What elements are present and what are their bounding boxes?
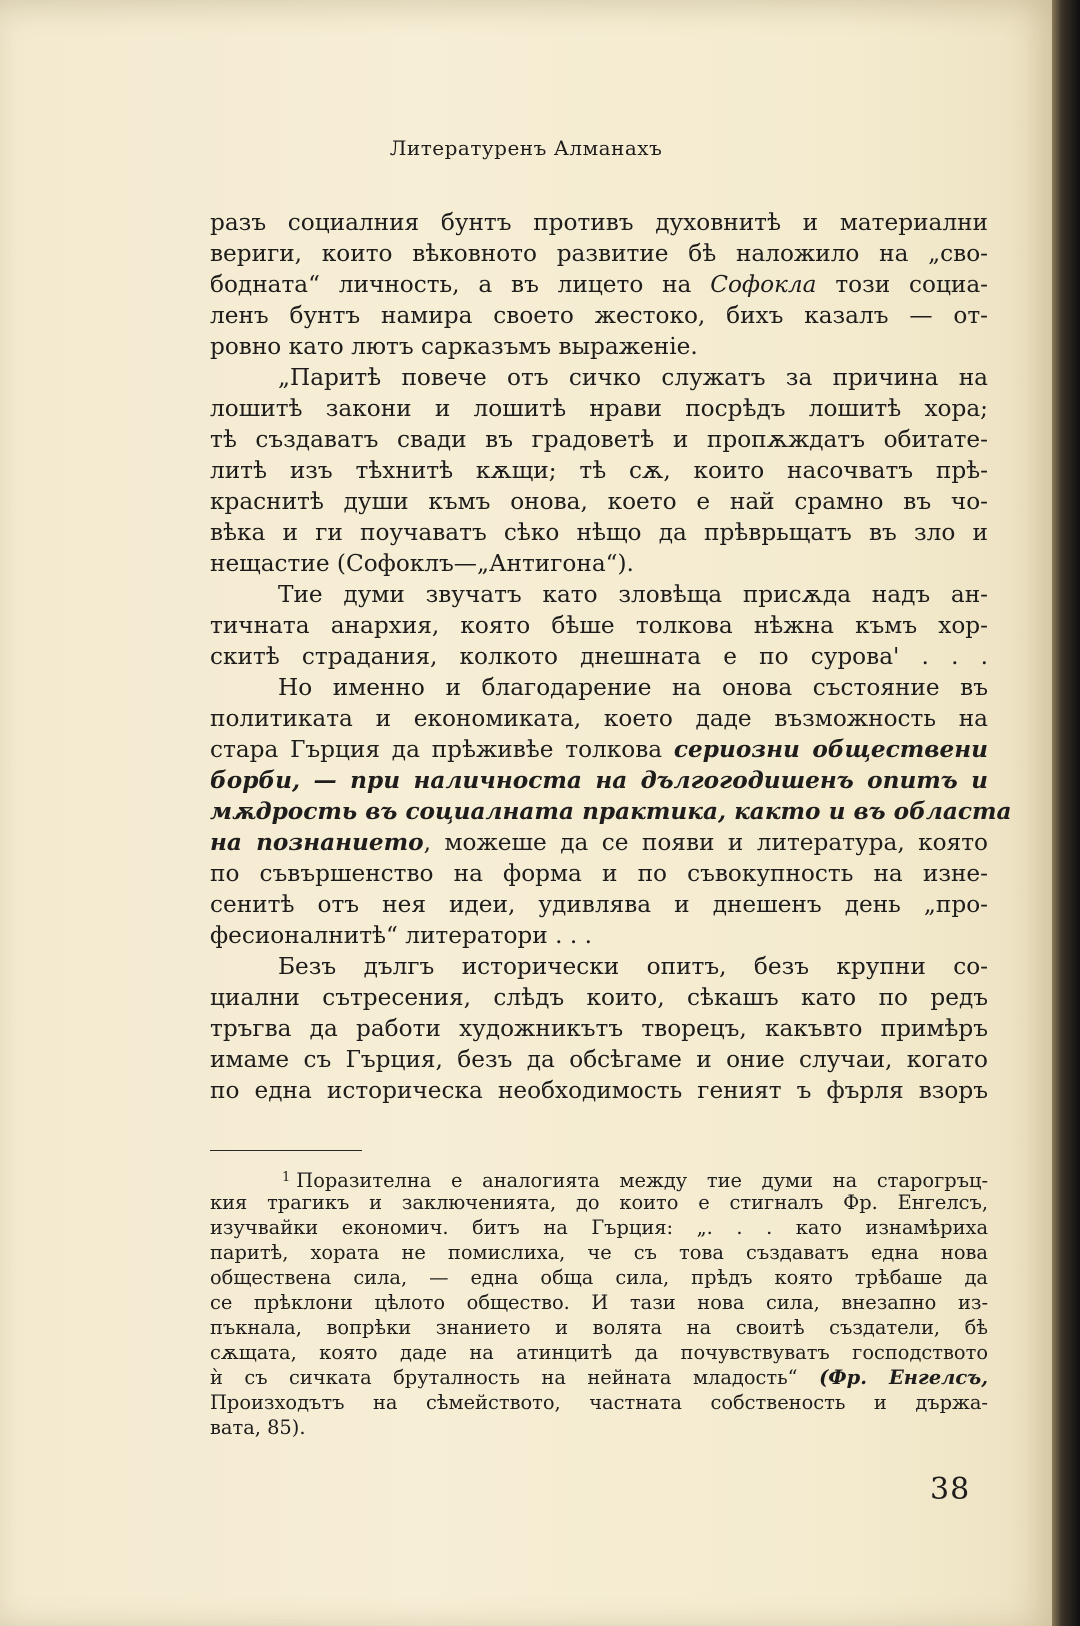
- footnote-line: вата, 85).: [210, 1416, 306, 1439]
- text-line: тѣ създаватъ свади въ градоветѣ и пропѫждатъ обитате-: [210, 426, 988, 453]
- text-line: на познанието, можеше да се появи и литература, която: [210, 829, 988, 856]
- citation-author: (Фр. Енгелсъ,: [819, 1366, 989, 1389]
- text-line: тичната анархия, която бѣше толкова нѣжна къмъ хор-: [210, 612, 988, 639]
- footnote-line: сѫщата, която даде на атинцитѣ да почувствуватъ господството: [210, 1341, 988, 1364]
- text-line: стара Гърция да прѣживѣе толкова сериозни обществени: [210, 736, 988, 763]
- text-line: по съвършенство на форма и по съвокупность на изне-: [210, 860, 988, 887]
- paragraph-start: Безъ дългъ исторически опитъ, безъ крупни со-: [278, 953, 988, 980]
- text-line: вериги, които вѣковното развитие бѣ наложило на „сво-: [210, 240, 988, 267]
- text-line: по една историческа необходимость геният ъ фърля взоръ: [210, 1077, 988, 1104]
- footnote-line: кия трагикъ и заключенията, до които е стигналъ Фр. Енгелсъ,: [210, 1191, 988, 1214]
- emphasis-text: на познанието: [210, 829, 424, 856]
- running-head: Литературенъ Алманахъ: [389, 136, 663, 160]
- italic-name: Софокла: [710, 271, 817, 298]
- text-line: ровно като лютъ сарказъмъ выраженiе.: [210, 333, 698, 360]
- paragraph-start: „Паритѣ повече отъ сичко служатъ за причина на: [278, 364, 988, 391]
- footnote-line: се прѣклони цѣлото общество. И тази нова сила, внезапно из-: [210, 1291, 988, 1314]
- text-line: краснитѣ души къмъ онова, което е най срамно въ чо-: [210, 488, 988, 515]
- emphasis-line: борби, — при наличноста на дългогодишенъ опитъ и: [210, 767, 988, 794]
- text-line: вѣка и ги поучаватъ сѣко нѣщо да прѣврьщатъ въ зло и: [210, 519, 988, 546]
- text-line: нещастие (Софоклъ—„Антигона“).: [210, 550, 634, 577]
- main-text: [210, 207, 1012, 1106]
- text-line: ленъ бунтъ намира своето жестоко, бихъ казалъ — от-: [210, 302, 988, 329]
- text-line: тръгва да работи художникътъ творецъ, какъвто примѣръ: [210, 1015, 988, 1042]
- text-line: бодната“ личность, а въ лицето на Софокла този социа-: [210, 271, 989, 298]
- footnote: [210, 1165, 988, 1440]
- page-edge-shadow: [1052, 0, 1080, 1626]
- text-line: лошитѣ закони и лошитѣ нрави посрѣдъ лошитѣ хора;: [210, 395, 988, 422]
- paragraph-start: Но именно и благодарение на онова състояние въ: [278, 674, 988, 701]
- footnote-line: обществена сила, — една обща сила, прѣдъ която трѣбаше да: [210, 1266, 988, 1289]
- text-line: фесионалнитѣ“ литератори . . .: [210, 922, 592, 949]
- text-line: литѣ изъ тѣхнитѣ кѫщи; тѣ сѫ, които насочватъ прѣ-: [210, 457, 988, 484]
- page-number: 38: [930, 1472, 971, 1507]
- footnote-line: $^1$ Поразителна е аналогията между тие думи на старогръц-: [282, 1169, 988, 1192]
- text-line: скитѣ страдания, колкото днешната е по сурова' . . .: [210, 643, 988, 670]
- text-line: политиката и економиката, което даде възможность на: [210, 705, 988, 732]
- text-line: имаме съ Гърция, безъ да обсѣгаме и оние случаи, когато: [210, 1046, 988, 1073]
- text-line: разъ социалния бунтъ противъ духовнитѣ и материални: [210, 209, 988, 236]
- footnote-line: ѝ съ сичката бруталность на нейната младость“ (Фр. Енгелсъ,: [210, 1366, 989, 1389]
- emphasis-line: мѫдрость въ социалната практика, както и въ областа: [210, 798, 1012, 825]
- footnote-divider: [210, 1150, 362, 1151]
- footnote-line: паритѣ, хората не помислиха, че съ това създаватъ една нова: [210, 1241, 988, 1264]
- text-line: сенитѣ отъ нея идеи, удивлява и днешенъ день „про-: [210, 891, 988, 918]
- paragraph-start: Тие думи звучатъ като зловѣща присѫда надъ ан-: [278, 581, 988, 608]
- footnote-marker: 1: [282, 1170, 291, 1185]
- text-line: циални сътресения, слѣдъ които, сѣкашъ като по редъ: [210, 984, 988, 1011]
- footnote-line: пъкнала, вопрѣки знанието и волята на своитѣ създатели, бѣ: [210, 1316, 988, 1339]
- emphasis-text: сериозни обществени: [673, 736, 988, 763]
- footnote-line: изучвайки економич. битъ на Гърция: „. . . като изнамѣриха: [210, 1216, 988, 1239]
- footnote-line: Произходътъ на сѣмейството, частната собственость и държа-: [210, 1391, 988, 1414]
